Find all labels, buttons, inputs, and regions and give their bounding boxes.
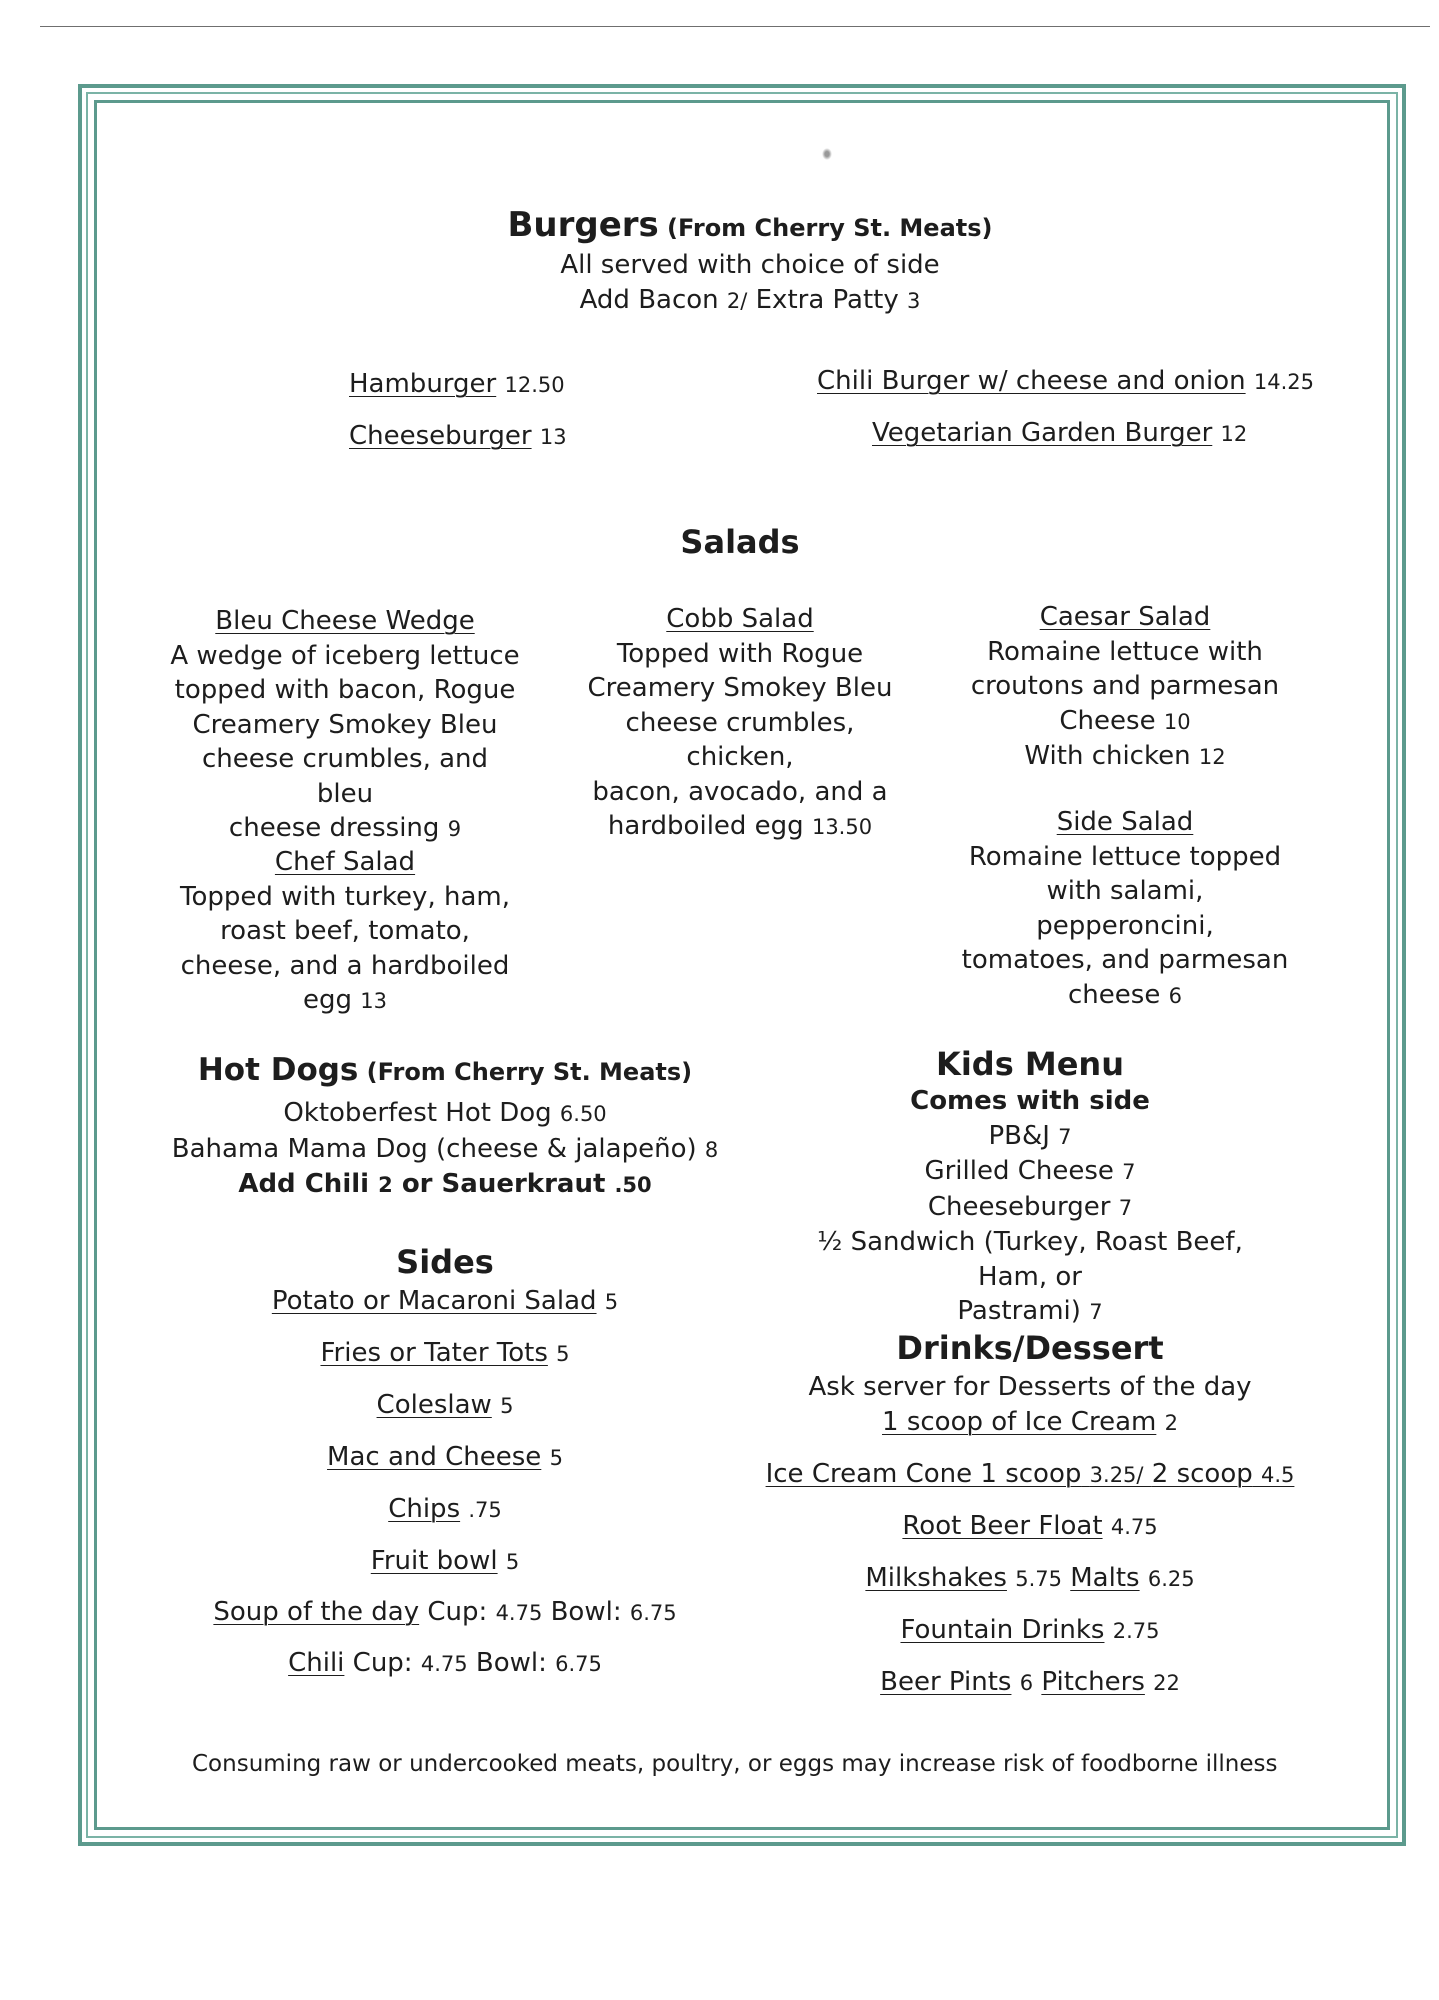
salad-desc-line: Topped with turkey, ham, (180, 881, 510, 912)
bowl-price: 6.75 (555, 1652, 602, 1676)
item-name: Root Beer Float (902, 1511, 1103, 1541)
item-name: Chili Burger w/ cheese and onion (817, 366, 1246, 396)
salad-desc-line: Topped with Rogue (616, 638, 864, 669)
item-name: Chips (388, 1494, 461, 1524)
salad-price: 13.50 (811, 815, 873, 839)
salad-desc-last (570, 809, 910, 845)
salad-desc-line: roast beef, tomato, (220, 916, 470, 946)
cup-price: 4.75 (420, 1652, 468, 1676)
addon-sauerkraut: or Sauerkraut (401, 1169, 606, 1199)
item-name-2: 2 scoop (1151, 1459, 1253, 1489)
menu-item-hamburger (349, 367, 565, 402)
salad-desc-last (170, 811, 520, 847)
addon-chili-price: 2 (378, 1173, 393, 1197)
item-price: 12 (1220, 422, 1248, 446)
cup-price: 4.75 (495, 1601, 543, 1625)
item-price: 6 (1019, 1671, 1034, 1695)
drinks-title: Drinks/Dessert (896, 1329, 1164, 1367)
salad-name: Chef Salad (274, 847, 416, 877)
kids-title: Kids Menu (936, 1045, 1124, 1083)
item-price: 4.75 (1110, 1515, 1158, 1539)
salad-desc-line: cheese crumbles, chicken, (625, 707, 855, 772)
salad-desc-line: bacon, avocado, and a (592, 776, 888, 807)
item-name: Cheeseburger (927, 1191, 1111, 1222)
salad-price-chicken: 12 (1198, 745, 1226, 769)
kids-subtitle: Comes with side (910, 1086, 1150, 1116)
item-price: 5 (500, 1394, 514, 1418)
side-item-coleslaw (195, 1388, 695, 1423)
foodborne-disclaimer: Consuming raw or undercooked meats, poultry, or eggs may increase risk of foodborne illness (192, 1751, 1278, 1777)
menu-item-veggie-burger (872, 416, 1247, 451)
kids-item-pbj (780, 1119, 1280, 1155)
item-name: Milkshakes (865, 1563, 1007, 1593)
item-price: 5 (505, 1550, 520, 1574)
addon-sauerkraut-price: .50 (614, 1173, 652, 1197)
burgers-source: (From Cherry St. Meats) (667, 214, 993, 242)
item-price: 14.25 (1253, 370, 1314, 394)
salad-desc-last (170, 983, 520, 1019)
side-item-soup (195, 1595, 695, 1630)
salad-desc-line: hardboiled egg (607, 811, 804, 841)
salad-desc-line: Romaine lettuce topped (968, 841, 1282, 872)
drink-item-shakes (780, 1561, 1280, 1596)
cone-underlined (766, 1459, 1295, 1489)
salad-chicken-line (960, 739, 1290, 775)
item-name: Fountain Drinks (900, 1615, 1105, 1645)
salad-desc-line: with salami, pepperoncini, (1036, 876, 1214, 941)
item-price-2: 6.25 (1147, 1567, 1195, 1591)
cup-label: Cup: (352, 1648, 413, 1678)
item-price: .75 (468, 1498, 502, 1522)
item-price: 7 (1122, 1160, 1136, 1184)
item-name: Fruit bowl (370, 1546, 498, 1576)
kids-item-half-sandwich-cont (780, 1294, 1280, 1330)
hotdogs-heading (170, 1050, 720, 1090)
sides-title: Sides (396, 1243, 494, 1281)
salad-side (960, 805, 1290, 1013)
drink-item-scoop (780, 1405, 1280, 1440)
item-price: 7 (1118, 1195, 1133, 1220)
salad-desc-line: Romaine lettuce with (987, 636, 1263, 667)
salad-price: 6 (1168, 983, 1182, 1008)
salad-price: 13 (360, 989, 387, 1013)
salad-desc-line: cheese, and a hardboiled (180, 950, 510, 981)
burgers-heading (440, 205, 1060, 245)
salad-cobb (570, 602, 910, 845)
addon-bacon-price: 2/ (726, 289, 748, 313)
hotdogs-title: Hot Dogs (197, 1052, 359, 1088)
salad-name: Bleu Cheese Wedge (215, 606, 475, 636)
item-price: 8 (704, 1137, 719, 1162)
cup-label: Cup: (427, 1597, 488, 1627)
item-price: 5 (549, 1446, 563, 1470)
drinks-note: Ask server for Desserts of the day (808, 1372, 1252, 1402)
item-name: 1 scoop of Ice Cream (882, 1407, 1157, 1437)
salad-desc-line: cheese crumbles, and bleu (201, 744, 489, 809)
salad-caesar (960, 600, 1290, 775)
item-price: 2 (1164, 1411, 1178, 1435)
menu-item-bahama-mama (170, 1132, 720, 1168)
item-name-cont: Pastrami) (957, 1296, 1081, 1326)
kids-section (780, 1044, 1280, 1330)
item-name: Hamburger (349, 369, 497, 399)
item-name: Potato or Macaroni Salad (271, 1286, 597, 1316)
salad-name: Side Salad (1056, 807, 1194, 837)
salad-name: Cobb Salad (666, 604, 814, 634)
item-name: Soup of the day (213, 1597, 420, 1627)
salad-desc-line: egg (302, 985, 352, 1015)
item-name: Fries or Tater Tots (320, 1338, 548, 1368)
salad-desc-line: A wedge of iceberg lettuce (170, 640, 520, 671)
side-item-fries (195, 1336, 695, 1371)
menu-item-oktoberfest (170, 1096, 720, 1132)
addon-patty-price: 3 (907, 289, 921, 313)
burgers-addon (440, 283, 1060, 318)
item-name: Bahama Mama Dog (cheese & jalapeño) (171, 1133, 697, 1164)
page-edge-line (40, 26, 1430, 27)
addon-bacon-label: Add Bacon (579, 285, 719, 315)
item-name: Coleslaw (376, 1390, 492, 1420)
salad-desc-line: Creamery Smokey Bleu (587, 673, 893, 703)
salad-bleu-cheese-wedge (170, 604, 520, 847)
item-price: 7 (1089, 1300, 1103, 1324)
hotdogs-source: (From Cherry St. Meats) (366, 1058, 693, 1086)
item-price: 5 (556, 1342, 570, 1366)
salad-price: 10 (1163, 709, 1191, 734)
drink-item-fountain (780, 1613, 1280, 1648)
salad-chicken-label: With chicken (1024, 741, 1191, 771)
item-name: Oktoberfest Hot Dog (283, 1098, 552, 1128)
item-name-2: Pitchers (1041, 1667, 1145, 1697)
side-item-chips (195, 1492, 695, 1527)
kids-item-half-sandwich: ½ Sandwich (Turkey, Roast Beef, Ham, or (817, 1227, 1243, 1292)
item-name: Cheeseburger (349, 421, 532, 451)
burgers-title: Burgers (507, 205, 659, 245)
salad-desc-line: Cheese (1059, 705, 1156, 736)
salad-name: Caesar Salad (1039, 602, 1211, 632)
side-item-fruit-bowl (195, 1544, 695, 1579)
salad-chef (170, 845, 520, 1019)
item-name: Chili (288, 1648, 345, 1678)
drink-item-beer (780, 1665, 1280, 1700)
hotdogs-section (170, 1050, 720, 1203)
menu-item-cheeseburger (349, 419, 567, 454)
item-name: Grilled Cheese (924, 1156, 1114, 1186)
burgers-side-note: All served with choice of side (560, 250, 940, 280)
salad-desc-line: croutons and parmesan (970, 671, 1280, 701)
salad-desc-line: Creamery Smokey Bleu (192, 709, 498, 740)
item-name: Mac and Cheese (327, 1442, 542, 1472)
item-price: 7 (1058, 1124, 1072, 1149)
bowl-label: Bowl: (550, 1597, 622, 1627)
salad-price: 9 (447, 817, 462, 841)
print-speck (822, 148, 832, 160)
side-item-chili (195, 1646, 695, 1681)
item-price-2: 22 (1153, 1671, 1180, 1695)
bowl-price: 6.75 (629, 1601, 677, 1625)
salads-title: Salads (680, 523, 800, 561)
addon-chili: Add Chili (238, 1169, 370, 1199)
kids-item-grilled-cheese (780, 1154, 1280, 1190)
salad-desc-line: cheese (1068, 979, 1161, 1010)
item-price: 2.75 (1112, 1619, 1160, 1643)
item-name: PB&J (988, 1120, 1050, 1151)
salad-desc-last (960, 978, 1290, 1014)
salad-desc-line: cheese dressing (228, 813, 440, 843)
salad-desc-price-line (960, 704, 1290, 740)
item-price: 13 (539, 425, 567, 449)
side-item-potato-salad (195, 1284, 695, 1319)
item-name: Vegetarian Garden Burger (872, 418, 1213, 448)
drink-item-float (780, 1509, 1280, 1544)
salad-desc-line: tomatoes, and parmesan (961, 945, 1289, 975)
addon-patty-label: Extra Patty (755, 285, 899, 315)
item-price: 3.25/ (1089, 1463, 1144, 1487)
item-price-2: 4.5 (1261, 1463, 1295, 1487)
menu-item-chili-burger (817, 364, 1314, 399)
item-price: 12.50 (504, 373, 565, 397)
item-price: 5.75 (1015, 1567, 1062, 1591)
item-price: 6.50 (559, 1102, 607, 1126)
kids-item-cheeseburger (780, 1190, 1280, 1226)
hotdog-addons (170, 1167, 720, 1203)
item-name-2: Malts (1070, 1563, 1140, 1593)
drink-item-cone (760, 1457, 1300, 1492)
item-price: 5 (604, 1290, 619, 1314)
bowl-label: Bowl: (475, 1648, 547, 1678)
item-name: Beer Pints (880, 1667, 1012, 1697)
salad-desc-line: topped with bacon, Rogue (174, 675, 516, 705)
side-item-mac-cheese (195, 1440, 695, 1475)
item-name: Ice Cream Cone 1 scoop (765, 1459, 1082, 1489)
